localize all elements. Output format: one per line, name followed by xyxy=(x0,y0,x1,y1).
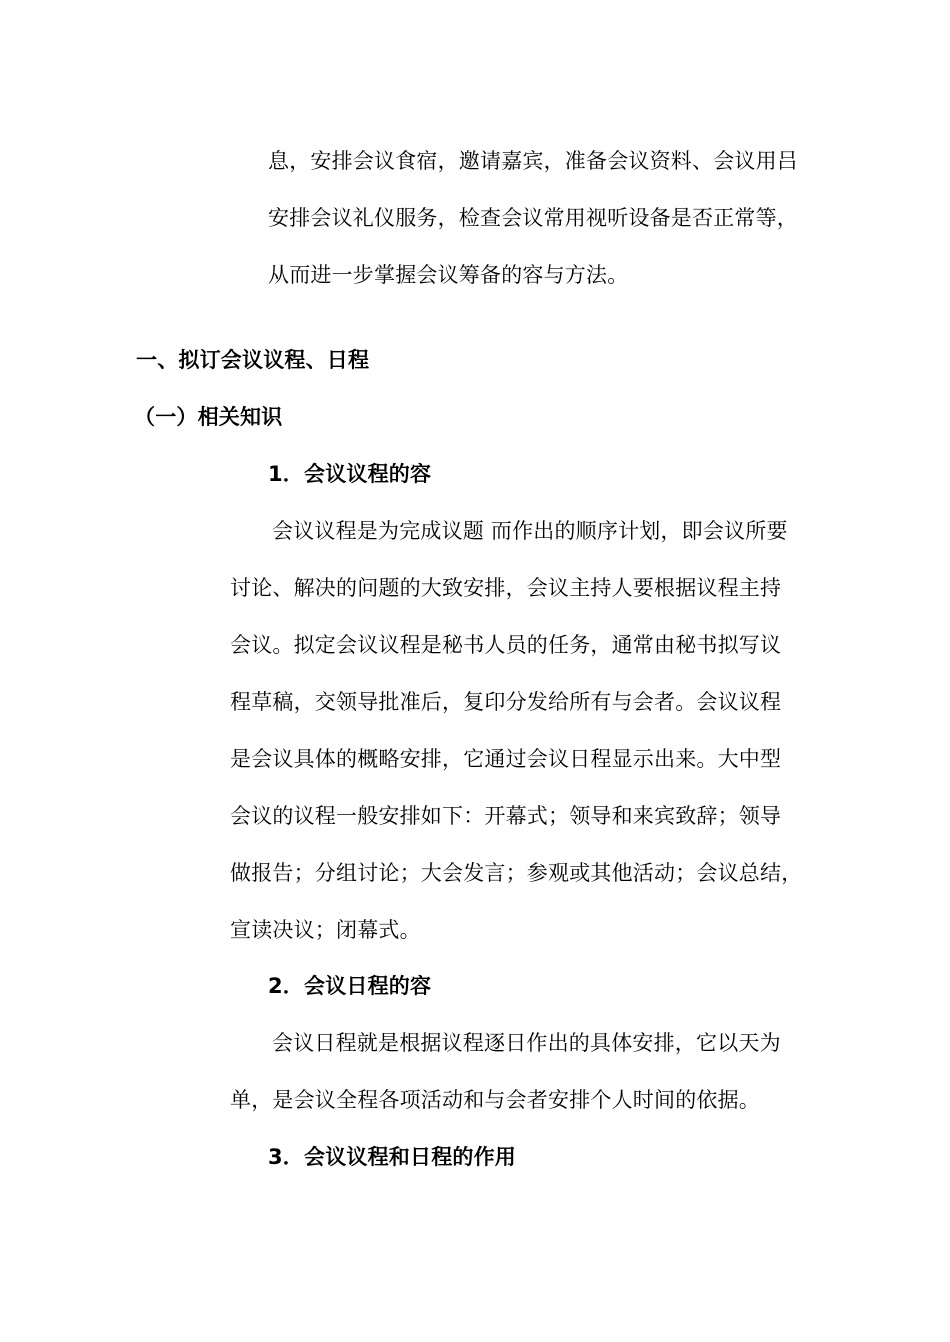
item-3-heading: 3．会议议程和日程的作用 xyxy=(268,1145,517,1169)
item-2-heading: 2．会议日程的容 xyxy=(268,974,432,998)
item-1-line-2: 讨论、解决的问题的大致安排，会议主持人要根据议程主持 xyxy=(230,576,782,600)
item-1-line-5: 是会议具体的概略安排，它通过会议日程显示出来。大中型 xyxy=(230,747,782,771)
item-1-line-8: 宣读决议；闭幕式。 xyxy=(230,918,421,942)
intro-line-2: 安排会议礼仪服务，检查会议常用视听设备是否正常等， xyxy=(268,206,798,230)
item-2-line-1: 会议日程就是根据议程逐日作出的具体安排，它以天为 xyxy=(272,1031,781,1055)
intro-line-1: 息，安排会议食宿，邀请嘉宾，准备会议资料、会议用吕 xyxy=(268,149,798,173)
item-1-line-6: 会议的议程一般安排如下：开幕式；领导和来宾致辞；领导 xyxy=(230,804,782,828)
item-1-line-1: 会议议程是为完成议题 而作出的顺序计划，即会议所要 xyxy=(272,519,788,543)
item-1-line-3: 会议。拟定会议议程是秘书人员的任务，通常由秘书拟写议 xyxy=(230,633,782,657)
item-1-line-7: 做报告；分组讨论；大会发言；参观或其他活动；会议总结， xyxy=(230,861,803,885)
item-1-line-4: 程草稿，交领导批准后，复印分发给所有与会者。会议议程 xyxy=(230,690,782,714)
section-heading: 一、拟订会议议程、日程 xyxy=(136,348,370,372)
item-2-line-2: 单，是会议全程各项活动和与会者安排个人时间的依据。 xyxy=(230,1088,760,1112)
intro-line-3: 从而进一步掌握会议筹备的容与方法。 xyxy=(268,263,629,287)
item-1-heading: 1．会议议程的容 xyxy=(268,462,432,486)
subsection-heading: （一）相关知识 xyxy=(134,405,283,429)
